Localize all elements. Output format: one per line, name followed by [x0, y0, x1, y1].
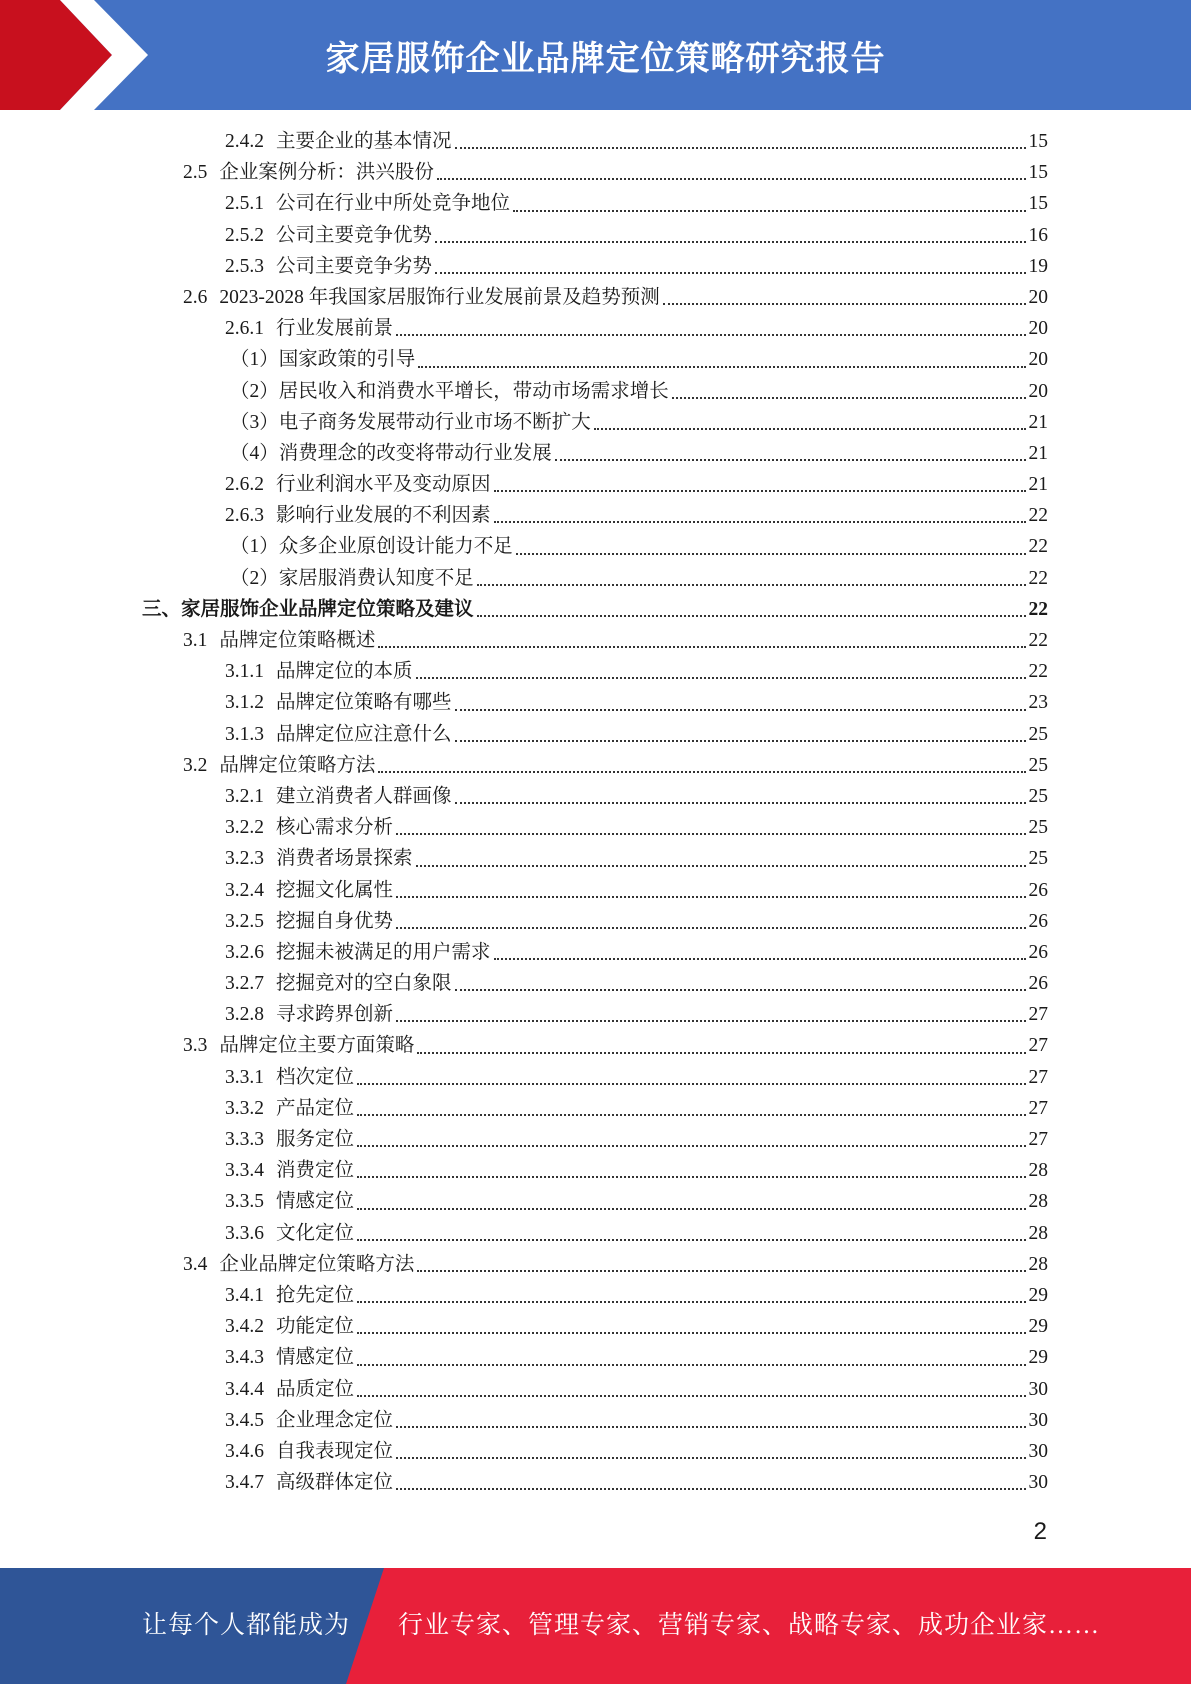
toc-entry-page: 20 [1028, 286, 1048, 308]
toc-dot-leader [396, 1487, 1025, 1490]
toc-entry-page: 15 [1028, 131, 1048, 152]
toc-entry[interactable] [0, 531, 1191, 562]
toc-dot-leader [455, 988, 1026, 991]
toc-entry-title: 品牌定位策略概述 [219, 630, 376, 651]
toc-entry[interactable] [0, 594, 1191, 625]
toc-dot-leader [357, 1300, 1025, 1303]
toc-entry-number: 3.1 [183, 630, 208, 651]
toc-entry-page: 25 [1028, 754, 1048, 776]
toc-dot-leader [663, 302, 1026, 305]
toc-entry-page: 21 [1028, 442, 1048, 464]
toc-entry-page: 22 [1028, 567, 1048, 589]
toc-entry[interactable] [0, 251, 1191, 282]
toc-entry[interactable] [0, 220, 1191, 251]
toc-entry-page: 21 [1028, 474, 1048, 496]
toc-dot-leader [594, 427, 1026, 430]
toc-entry-title: 消费理念的改变将带动行业发展 [278, 442, 552, 464]
toc-entry-page: 30 [1028, 1378, 1048, 1400]
toc-entry-page: 25 [1028, 785, 1048, 807]
toc-dot-leader [357, 1363, 1025, 1366]
report-title: 家居服饰企业品牌定位策略研究报告 [325, 38, 886, 79]
toc-entry-page: 30 [1028, 1472, 1048, 1494]
toc-entry-title: 众多企业原创设计能力不足 [278, 536, 513, 558]
toc-entry-number: 3.3 [183, 1035, 208, 1057]
toc-entry-number: 3.2.5 [225, 910, 264, 932]
toc-dot-leader [378, 645, 1025, 648]
toc-entry-page: 25 [1028, 848, 1048, 870]
toc-entry-page: 25 [1028, 723, 1048, 745]
toc-dot-leader [357, 1175, 1025, 1178]
toc-entry-title: 文化定位 [276, 1222, 355, 1244]
toc-entry-number: 3.2.6 [225, 941, 264, 963]
toc-entry-number: 2.6.2 [225, 474, 264, 496]
toc-entry[interactable] [0, 781, 1191, 812]
toc-dot-leader [417, 1051, 1025, 1054]
toc-entry-number: 3.2.4 [225, 879, 264, 901]
toc-entry-number: 3.4.3 [225, 1347, 264, 1369]
toc-entry-page: 26 [1028, 941, 1048, 963]
toc-dot-leader [357, 1207, 1025, 1210]
toc-entry-number: 3.3.2 [225, 1097, 264, 1119]
toc-entry[interactable] [0, 1436, 1191, 1467]
page-footer [0, 1568, 1191, 1684]
footer-slogan-left: 让每个人都能成为 [142, 1612, 351, 1639]
toc-entry[interactable] [0, 843, 1191, 874]
toc-entry-title: 挖掘未被满足的用户需求 [276, 941, 491, 963]
toc-entry-number: 3.4.1 [225, 1284, 264, 1306]
toc-entry-number: 3.4.2 [225, 1316, 264, 1338]
toc-dot-leader [416, 676, 1026, 679]
toc-dot-leader [396, 926, 1025, 929]
toc-entry[interactable] [0, 625, 1191, 656]
toc-dot-leader [396, 1425, 1025, 1428]
toc-dot-leader [396, 895, 1025, 898]
toc-entry-title: 家居服饰企业品牌定位策略及建议 [181, 598, 474, 620]
toc-entry[interactable] [0, 750, 1191, 781]
toc-entry-title: 主要企业的基本情况 [276, 131, 452, 152]
toc-entry-title: 企业品牌定位策略方法 [219, 1253, 415, 1275]
toc-dot-leader [435, 240, 1025, 243]
toc-entry-title: 公司主要竞争优势 [276, 224, 433, 246]
toc-dot-leader [435, 271, 1025, 274]
toc-entry-title: 核心需求分析 [276, 817, 394, 839]
toc-entry-page: 27 [1028, 1097, 1048, 1119]
toc-entry[interactable] [0, 875, 1191, 906]
toc-entry[interactable] [0, 1124, 1191, 1155]
toc-entry-number: 2.4.2 [225, 131, 264, 152]
toc-entry[interactable] [0, 999, 1191, 1030]
toc-entry-page: 23 [1028, 692, 1048, 714]
toc-entry-number: 2.6.3 [225, 505, 264, 527]
toc-dot-leader [455, 146, 1026, 149]
toc-entry[interactable] [0, 1218, 1191, 1249]
toc-entry[interactable] [0, 188, 1191, 219]
toc-entry-title: 情感定位 [276, 1347, 355, 1369]
toc-entry[interactable] [0, 157, 1191, 188]
toc-entry-number: 3.4.7 [225, 1472, 264, 1494]
toc-entry[interactable] [0, 719, 1191, 750]
toc-entry-page: 25 [1028, 817, 1048, 839]
toc-dot-leader [477, 583, 1026, 586]
toc-dot-leader [455, 801, 1026, 804]
toc-entry[interactable] [0, 282, 1191, 313]
toc-entry-title: 品牌定位的本质 [276, 661, 413, 683]
toc-entry-title: 品牌定位应注意什么 [276, 723, 452, 745]
toc-entry-page: 21 [1028, 411, 1048, 433]
toc-entry-number: 三、 [142, 598, 182, 620]
toc-entry-title: 2023-2028 年我国家居服饰行业发展前景及趋势预测 [219, 286, 660, 308]
toc-entry-title: 公司在行业中所处竞争地位 [276, 193, 511, 215]
toc-dot-leader [396, 1456, 1025, 1459]
toc-entry-page: 29 [1028, 1284, 1048, 1306]
toc-dot-leader [455, 708, 1026, 711]
toc-entry[interactable] [0, 376, 1191, 407]
toc-entry-number: 3.2.3 [225, 848, 264, 870]
toc-entry-number: 3.2.2 [225, 817, 264, 839]
toc-entry-number: （2） [230, 380, 279, 402]
toc-dot-leader [357, 1331, 1025, 1334]
toc-dot-leader [494, 489, 1026, 492]
toc-entry-number: 2.6 [183, 286, 208, 308]
toc-entry-number: （1） [230, 536, 279, 558]
toc-entry-title: 抢先定位 [276, 1284, 355, 1306]
toc-entry-title: 企业理念定位 [276, 1409, 394, 1431]
toc-entry-number: 2.5.3 [225, 255, 264, 277]
toc-entry[interactable] [0, 344, 1191, 375]
toc-dot-leader [455, 739, 1026, 742]
toc-entry-title: 品牌定位策略有哪些 [276, 692, 452, 714]
toc-entry-page: 28 [1028, 1222, 1048, 1244]
toc-entry-page: 28 [1028, 1191, 1048, 1213]
footer-slogan-right: 行业专家、管理专家、营销专家、战略专家、成功企业家…… [398, 1612, 1101, 1639]
table-of-contents [0, 126, 1191, 1498]
toc-entry-page: 16 [1028, 224, 1048, 246]
toc-entry-title: 建立消费者人群画像 [276, 785, 452, 807]
toc-entry[interactable] [0, 1280, 1191, 1311]
toc-entry-number: 2.5.2 [225, 224, 264, 246]
toc-entry-number: 3.1.2 [225, 692, 264, 714]
toc-entry-title: 挖掘文化属性 [276, 879, 394, 901]
toc-entry-page: 15 [1028, 162, 1048, 184]
toc-entry[interactable] [0, 407, 1191, 438]
toc-dot-leader [494, 957, 1026, 960]
page-number: 2 [1033, 1518, 1047, 1545]
toc-entry-page: 26 [1028, 973, 1048, 995]
toc-entry-number: （3） [230, 411, 279, 433]
toc-entry-page: 27 [1028, 1035, 1048, 1057]
toc-dot-leader [555, 458, 1026, 461]
toc-entry-page: 28 [1028, 1253, 1048, 1275]
toc-entry-number: 3.2.1 [225, 785, 264, 807]
toc-entry[interactable] [0, 968, 1191, 999]
toc-entry-title: 影响行业发展的不利因素 [276, 505, 491, 527]
toc-entry-title: 品牌定位策略方法 [219, 754, 376, 776]
toc-entry[interactable] [0, 438, 1191, 469]
toc-entry-title: 挖掘自身优势 [276, 910, 394, 932]
toc-entry-title: 公司主要竞争劣势 [276, 255, 433, 277]
toc-entry-title: 功能定位 [276, 1316, 355, 1338]
toc-entry-number: （1） [230, 349, 279, 371]
toc-entry[interactable] [0, 1467, 1191, 1498]
toc-dot-leader [357, 1394, 1025, 1397]
toc-entry-number: 2.5 [183, 162, 208, 184]
toc-entry-page: 22 [1028, 598, 1048, 620]
toc-entry-title: 品牌定位主要方面策略 [219, 1035, 415, 1057]
toc-entry-page: 22 [1028, 661, 1048, 683]
toc-entry-number: 3.3.3 [225, 1129, 264, 1150]
toc-dot-leader [516, 552, 1026, 555]
toc-entry-page: 19 [1028, 255, 1048, 277]
toc-entry[interactable] [0, 812, 1191, 843]
toc-entry-page: 27 [1028, 1066, 1048, 1088]
toc-entry[interactable] [0, 126, 1191, 157]
toc-dot-leader [416, 864, 1026, 867]
toc-entry-number: 3.2.7 [225, 973, 264, 995]
toc-dot-leader [418, 365, 1025, 368]
toc-dot-leader [437, 177, 1026, 180]
toc-entry[interactable] [0, 1405, 1191, 1436]
toc-entry[interactable] [0, 1342, 1191, 1373]
toc-entry-page: 28 [1028, 1160, 1048, 1182]
toc-entry[interactable] [0, 906, 1191, 937]
toc-entry-page: 22 [1028, 630, 1048, 651]
toc-entry-page: 27 [1028, 1129, 1048, 1150]
toc-entry-page: 29 [1028, 1347, 1048, 1369]
toc-entry-title: 品质定位 [276, 1378, 355, 1400]
toc-dot-leader [357, 1238, 1025, 1241]
toc-entry-page: 20 [1028, 318, 1048, 340]
toc-entry[interactable] [0, 1311, 1191, 1342]
toc-entry-title: 居民收入和消费水平增长，带动市场需求增长 [278, 380, 669, 402]
toc-dot-leader [417, 1269, 1025, 1272]
toc-entry-number: 3.4 [183, 1253, 208, 1275]
toc-entry-title: 行业发展前景 [276, 318, 394, 340]
toc-entry-number: 2.6.1 [225, 318, 264, 340]
toc-entry-number: 3.3.4 [225, 1160, 264, 1182]
toc-entry[interactable] [0, 687, 1191, 718]
toc-entry-number: （2） [230, 567, 279, 589]
toc-dot-leader [357, 1144, 1025, 1147]
toc-dot-leader [396, 1019, 1025, 1022]
toc-entry-title: 服务定位 [276, 1129, 355, 1150]
toc-entry[interactable] [0, 1249, 1191, 1280]
toc-entry-number: 3.3.1 [225, 1066, 264, 1088]
toc-entry[interactable] [0, 313, 1191, 344]
toc-entry[interactable] [0, 656, 1191, 687]
toc-entry[interactable] [0, 1374, 1191, 1405]
toc-entry-page: 29 [1028, 1316, 1048, 1338]
toc-entry[interactable] [0, 1062, 1191, 1093]
toc-entry-title: 产品定位 [276, 1097, 355, 1119]
toc-entry-number: 3.2 [183, 754, 208, 776]
page-header [0, 0, 1191, 110]
toc-entry-number: 3.4.5 [225, 1409, 264, 1431]
toc-entry-title: 寻求跨界创新 [276, 1004, 394, 1026]
toc-entry-title: 高级群体定位 [276, 1472, 394, 1494]
toc-entry-number: 3.3.5 [225, 1191, 264, 1213]
toc-dot-leader [396, 832, 1025, 835]
toc-entry-page: 22 [1028, 505, 1048, 527]
toc-entry-page: 20 [1028, 349, 1048, 371]
toc-entry-number: 3.1.1 [225, 661, 264, 683]
toc-entry-page: 30 [1028, 1409, 1048, 1431]
toc-entry-title: 企业案例分析：洪兴股份 [219, 162, 434, 184]
toc-entry-page: 15 [1028, 193, 1048, 215]
toc-entry[interactable] [0, 1093, 1191, 1124]
toc-dot-leader [477, 614, 1026, 617]
toc-entry-title: 挖掘竞对的空白象限 [276, 973, 452, 995]
toc-entry-number: 3.4.6 [225, 1440, 264, 1462]
toc-entry[interactable] [0, 1155, 1191, 1186]
toc-dot-leader [357, 1082, 1025, 1085]
toc-entry-title: 行业利润水平及变动原因 [276, 474, 491, 496]
toc-entry-number: 3.1.3 [225, 723, 264, 745]
toc-entry-page: 27 [1028, 1004, 1048, 1026]
toc-entry-title: 消费者场景探索 [276, 848, 413, 870]
toc-entry[interactable] [0, 563, 1191, 594]
toc-entry-title: 自我表现定位 [276, 1440, 394, 1462]
toc-entry-page: 22 [1028, 536, 1048, 558]
toc-entry-number: （4） [230, 442, 279, 464]
toc-entry-title: 国家政策的引导 [278, 349, 416, 371]
toc-dot-leader [396, 333, 1025, 336]
toc-dot-leader [513, 209, 1025, 212]
toc-entry[interactable] [0, 1030, 1191, 1061]
toc-entry[interactable] [0, 469, 1191, 500]
toc-entry-page: 20 [1028, 380, 1048, 402]
toc-entry-number: 3.2.8 [225, 1004, 264, 1026]
toc-entry-number: 3.3.6 [225, 1222, 264, 1244]
toc-entry-title: 情感定位 [276, 1191, 355, 1213]
toc-entry-number: 3.4.4 [225, 1378, 264, 1400]
toc-entry[interactable] [0, 937, 1191, 968]
toc-entry[interactable] [0, 1186, 1191, 1217]
toc-dot-leader [378, 770, 1025, 773]
toc-entry-number: 2.5.1 [225, 193, 264, 215]
toc-entry-title: 消费定位 [276, 1160, 355, 1182]
toc-entry[interactable] [0, 500, 1191, 531]
toc-entry-page: 26 [1028, 910, 1048, 932]
toc-entry-title: 家居服消费认知度不足 [278, 567, 474, 589]
toc-dot-leader [672, 396, 1026, 399]
toc-entry-page: 26 [1028, 879, 1048, 901]
toc-dot-leader [494, 520, 1026, 523]
toc-entry-title: 电子商务发展带动行业市场不断扩大 [278, 411, 591, 433]
toc-dot-leader [357, 1113, 1025, 1116]
toc-entry-page: 30 [1028, 1440, 1048, 1462]
toc-entry-title: 档次定位 [276, 1066, 355, 1088]
